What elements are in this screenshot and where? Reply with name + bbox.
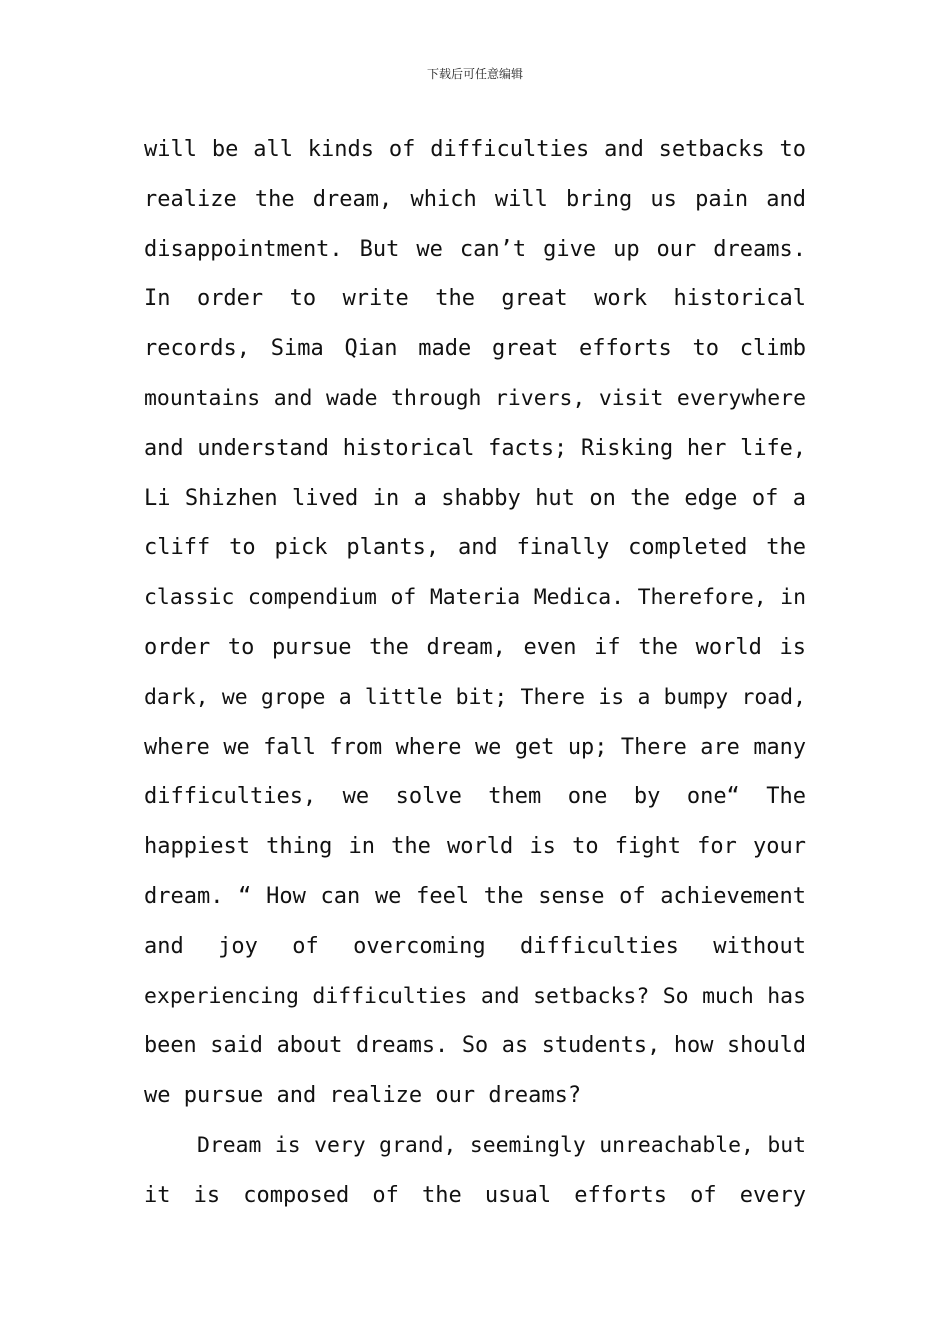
text-line: Li Shizhen lived in a shabby hut on the edge of a xyxy=(144,485,806,511)
text-line: Dream is very grand, seemingly unreachable, but xyxy=(197,1132,806,1158)
text-line: and understand historical facts; Risking her life, xyxy=(144,435,806,461)
text-line: we pursue and realize our dreams? xyxy=(144,1083,582,1109)
text-line: disappointment. But we can’t give up our dreams. xyxy=(144,236,806,262)
text-line: cliff to pick plants, and finally completed the xyxy=(144,535,806,561)
text-line: experiencing difficulties and setbacks? So much has xyxy=(144,983,806,1009)
text-line: records, Sima Qian made great efforts to climb xyxy=(144,336,806,362)
text-line: dream. “ How can we feel the sense of achievement xyxy=(144,883,806,909)
text-line: and joy of overcoming difficulties without xyxy=(144,933,806,959)
text-line: happiest thing in the world is to fight for your xyxy=(144,834,806,860)
text-line: mountains and wade through rivers, visit everywhere xyxy=(144,385,806,411)
text-line: it is composed of the usual efforts of every xyxy=(144,1182,806,1208)
text-line: difficulties, we solve them one by one“ The xyxy=(144,784,806,810)
text-line: dark, we grope a little bit; There is a bumpy road, xyxy=(144,684,806,710)
text-line: been said about dreams. So as students, how should xyxy=(144,1033,806,1059)
body-text xyxy=(144,125,806,1221)
text-line: where we fall from where we get up; There are many xyxy=(144,734,806,760)
text-line: In order to write the great work historical xyxy=(144,286,806,312)
paragraph xyxy=(144,125,806,1121)
paragraph xyxy=(144,1121,806,1221)
text-line: order to pursue the dream, even if the world is xyxy=(144,634,806,660)
page-header: 下载后可任意编辑 xyxy=(426,67,523,81)
text-line: will be all kinds of difficulties and setbacks to xyxy=(144,137,806,162)
text-line: realize the dream, which will bring us pain and xyxy=(144,186,806,212)
text-line: classic compendium of Materia Medica. Therefore, in xyxy=(144,585,806,611)
